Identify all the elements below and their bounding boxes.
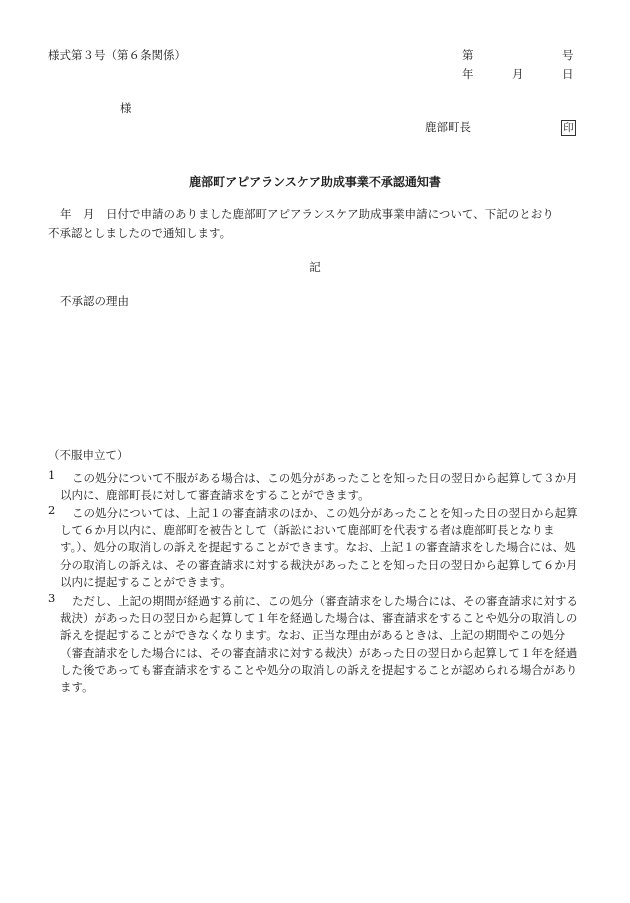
appeal-item-text: ただし、上記の期間が経過する前に、この処分（審査請求をした場合には、その審査請求に対する裁決）があった日の翌日から起算して１年を経過した場合は、審査請求をすることや処分の取消しの訴えを提起することができなくなります。なお、正当な理由があるときは、上記の期間やこの処分（審査請求をした場合には、その審査請求に対する裁決）があった日の翌日から起算して１年を経過した後であっても審査請求をすることや処分の取消しの訴えを提起することが認められる場合があります。 — [60, 594, 578, 695]
date-day: 日 — [562, 67, 574, 81]
document-title: 鹿部町アピアランスケア助成事業不承認通知書 — [189, 175, 441, 189]
appeal-item-3 — [48, 593, 583, 697]
form-label: 様式第３号（第６条関係） — [48, 48, 186, 62]
seal-box — [561, 120, 576, 136]
date-month: 月 — [512, 67, 524, 81]
appeal-item-text: この処分については、上記１の審査請求のほか、この処分があったことを知った日の翌日から起算して６か月以内に、鹿部町を被告として（訴訟において鹿部町を代表する者は鹿部町長となります。）、処分の取消しの訴えを提起することができます。なお、上記１の審査請求をした場合には、処分の取消しの訴えは、その審査請求に対する裁決があったことを知った日の翌日から起算して６か月以内に提起することができます。 — [60, 506, 578, 589]
appeal-item-2 — [48, 505, 583, 591]
date-year: 年 — [462, 67, 474, 81]
appeal-item-1 — [48, 470, 583, 504]
intro-line-1: 年 月 日付で申請のありました鹿部町アピアランスケア助成事業申請について、下記のとおり — [60, 207, 554, 221]
appeal-item-text: この処分について不服がある場合は、この処分があったことを知った日の翌日から起算して３か月以内に、鹿部町長に対して審査請求をすることができます。 — [60, 471, 578, 503]
document-number-suffix: 号 — [562, 48, 574, 62]
appeal-item-number: 3 — [48, 591, 56, 605]
intro-line-2: 不承認としましたので通知します。 — [48, 226, 232, 240]
reason-label: 不承認の理由 — [60, 294, 129, 308]
appeal-item-number: 2 — [48, 503, 56, 517]
ki-heading: 記 — [309, 260, 321, 274]
document-number-prefix: 第 — [462, 48, 474, 62]
seal-mark: 印 — [561, 120, 576, 136]
appeal-item-number: 1 — [48, 468, 56, 482]
sender-title: 鹿部町長 — [425, 120, 471, 134]
addressee-honorific: 様 — [120, 101, 132, 115]
appeal-heading: （不服申立て） — [48, 448, 129, 462]
